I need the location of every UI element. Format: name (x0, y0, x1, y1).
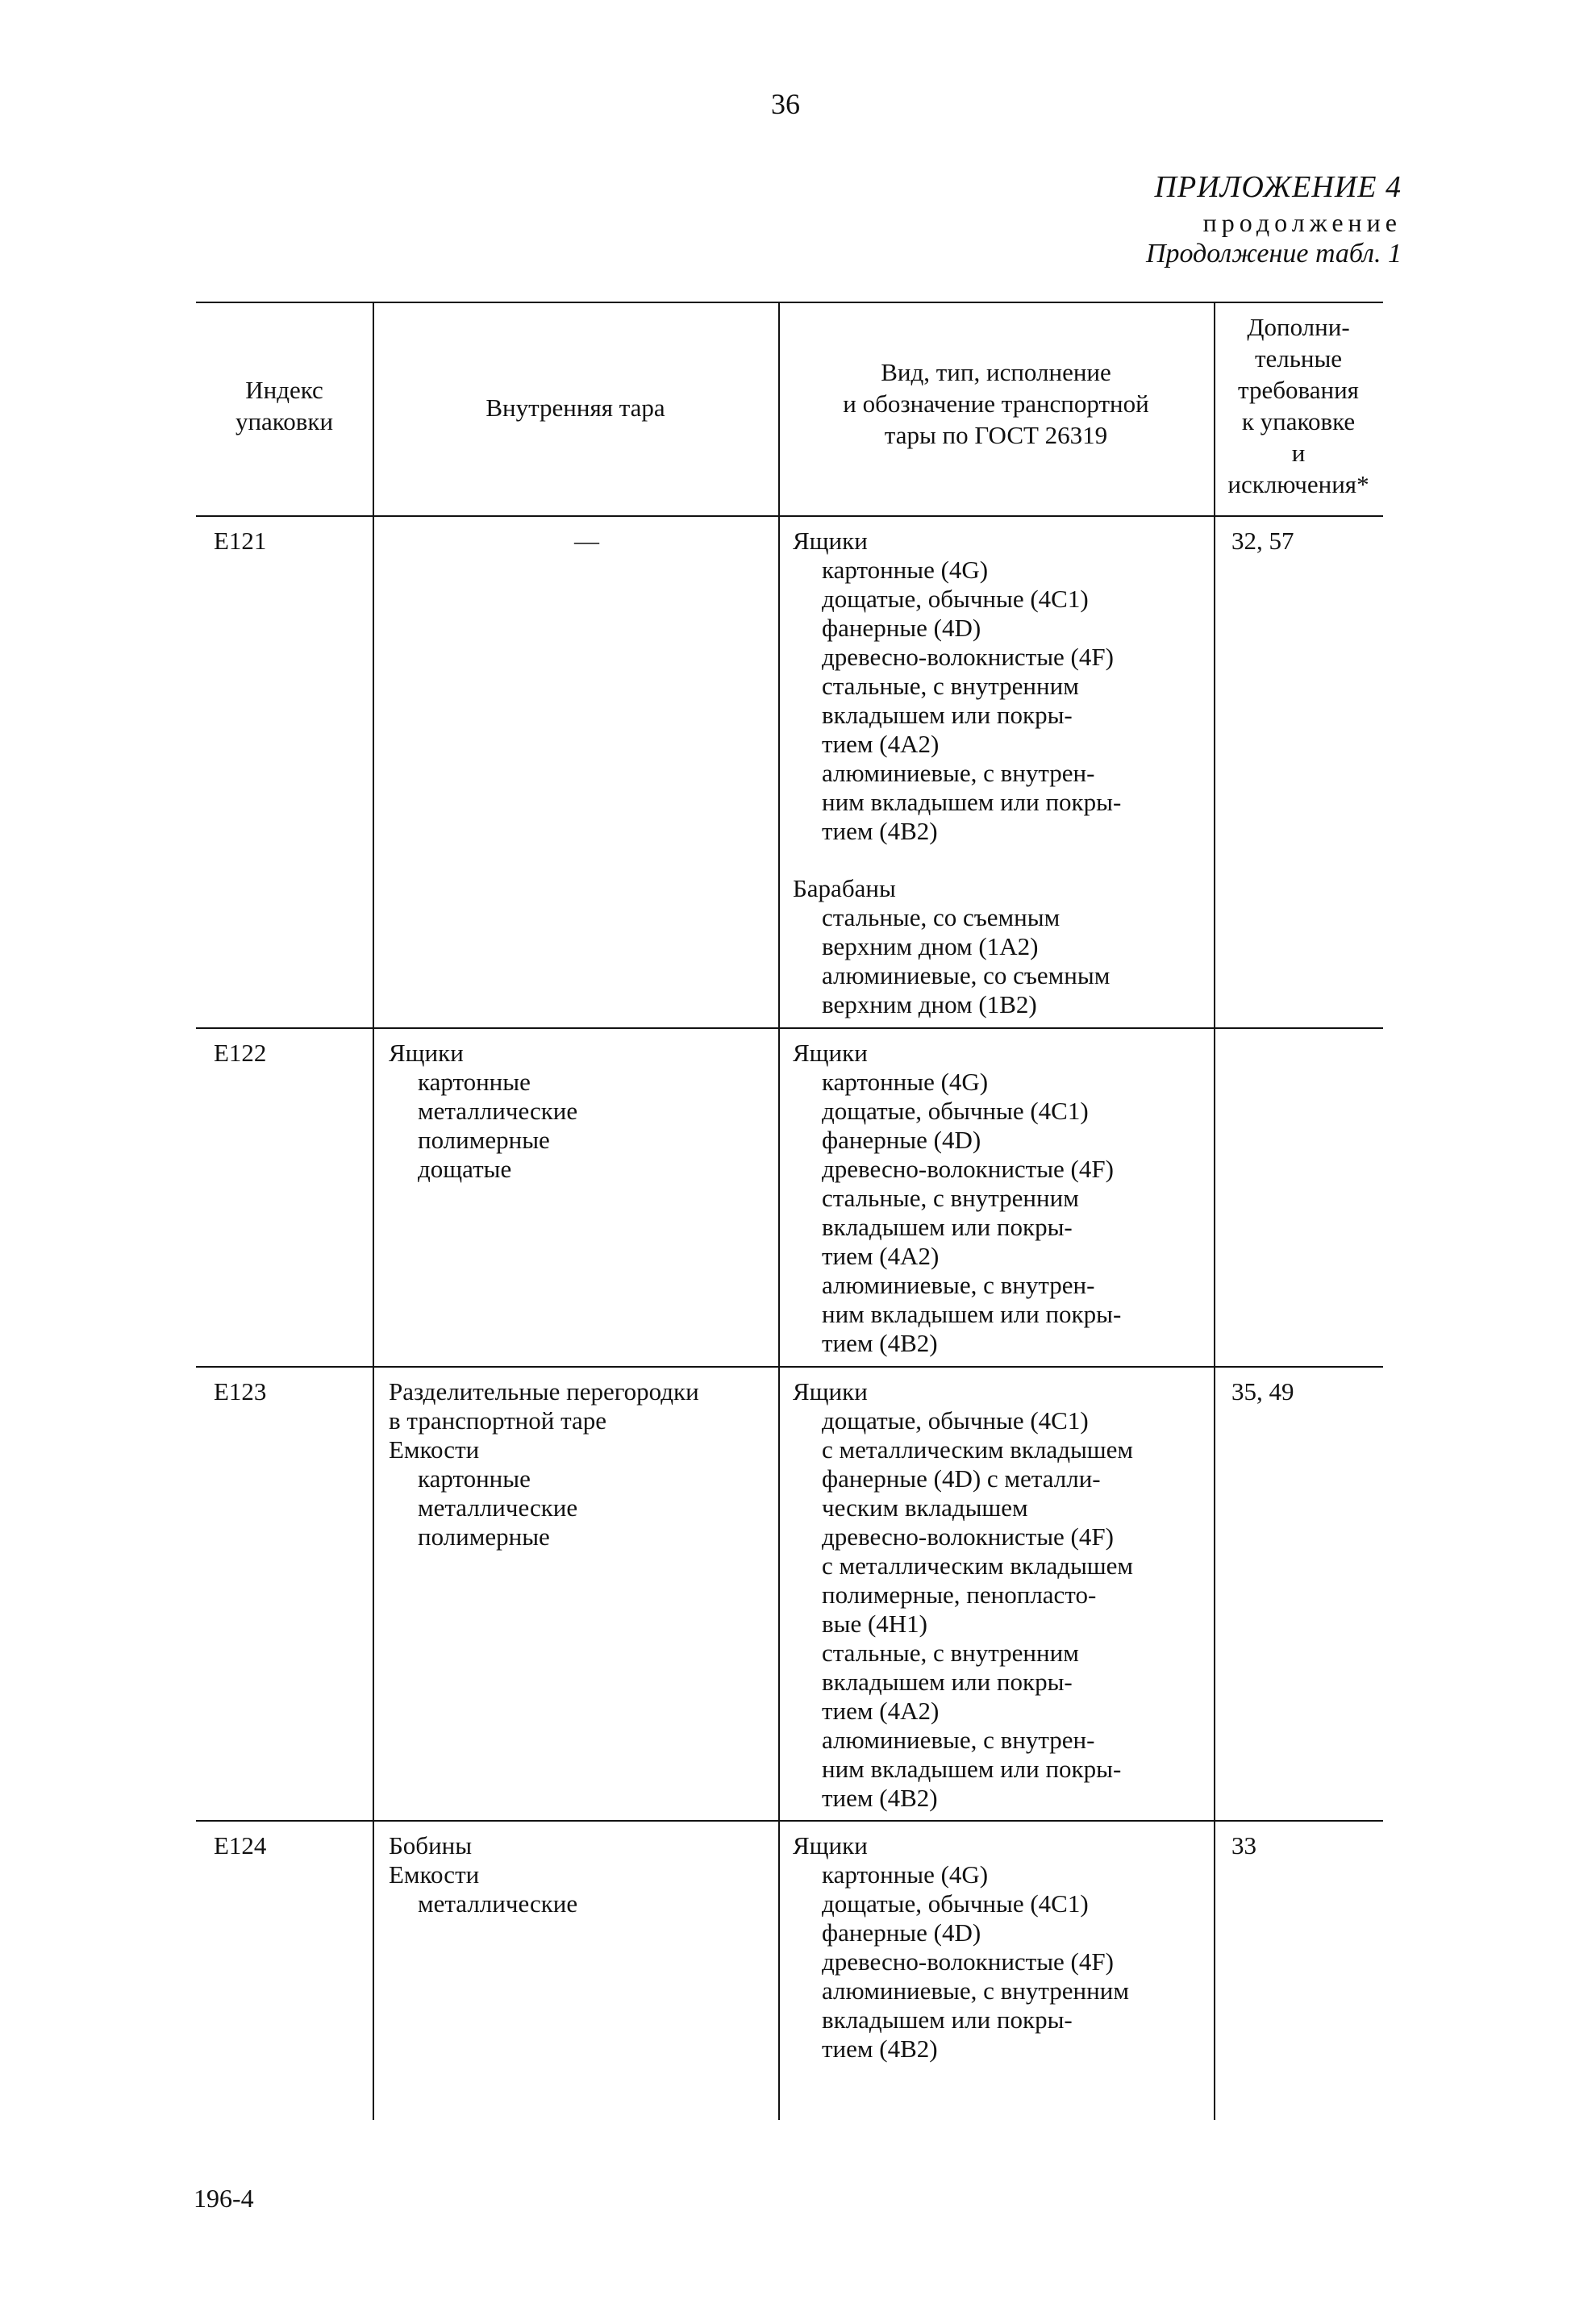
header-extra-requirements (1214, 311, 1383, 500)
column-rule (778, 302, 780, 2120)
transport-line: фанерные (4D) (822, 614, 981, 642)
transport-line: вкладышем или покры- (822, 701, 1073, 729)
row-index: Е124 (214, 1831, 267, 1860)
inner-packaging-line: металлические (418, 1097, 578, 1125)
transport-line: верхним дном (1А2) (822, 932, 1039, 960)
inner-packaging-line: — (574, 527, 599, 555)
header-line: требования (1238, 376, 1359, 404)
extra-requirements-cell: 32, 57 (1231, 527, 1294, 555)
transport-line: с металлическим вкладышем (822, 1435, 1134, 1464)
header-transport-packaging (778, 356, 1214, 451)
header-line: и обозначение транспортной (843, 389, 1149, 418)
transport-group (793, 1831, 1129, 2064)
transport-line: Барабаны (793, 874, 896, 902)
transport-line: дощатые, обычные (4С1) (822, 1097, 1089, 1125)
inner-packaging-line: металлические (418, 1493, 578, 1522)
transport-line: алюминиевые, с внутрен- (822, 1271, 1095, 1299)
transport-group (793, 527, 1121, 846)
transport-line: Ящики (793, 527, 868, 555)
transport-line: тием (4В2) (822, 1329, 938, 1357)
transport-line: дощатые, обычные (4С1) (822, 585, 1089, 613)
inner-packaging-line: Емкости (389, 1435, 480, 1464)
inner-packaging-line: картонные (418, 1068, 531, 1096)
transport-line: картонные (4G) (822, 1860, 989, 1889)
extra-requirements-cell: 33 (1231, 1831, 1256, 1860)
transport-line: дощатые, обычные (4С1) (822, 1889, 1089, 1918)
transport-line: древесно-волокнистые (4F) (822, 1947, 1114, 1976)
inner-packaging-cell (389, 527, 599, 556)
transport-line: стальные, со съемным (822, 903, 1061, 931)
table-continued-caption: Продолжение табл. 1 (1145, 239, 1402, 269)
appendix-title: ПРИЛОЖЕНИЕ 4 (1154, 170, 1402, 204)
transport-line: алюминиевые, с внутрен- (822, 1726, 1095, 1754)
transport-line: стальные, с внутренним (822, 672, 1079, 700)
inner-packaging-line: полимерные (418, 1522, 550, 1551)
inner-packaging-line: картонные (418, 1464, 531, 1493)
header-index (196, 374, 373, 437)
transport-line: тием (4В2) (822, 2035, 938, 2063)
transport-line: ческим вкладышем (822, 1493, 1028, 1522)
transport-group (793, 1039, 1121, 1358)
transport-group (793, 1377, 1133, 1813)
inner-packaging-line: Ящики (389, 1039, 464, 1067)
page-number: 36 (771, 88, 800, 120)
header-line: и (1291, 439, 1306, 467)
header-line: тары по ГОСТ 26319 (884, 421, 1108, 449)
transport-line: тием (4А2) (822, 730, 940, 758)
transport-line: вые (4Н1) (822, 1610, 928, 1638)
row-index: Е122 (214, 1039, 267, 1067)
inner-packaging-cell (389, 1831, 577, 1918)
transport-line: верхним дном (1В2) (822, 990, 1037, 1018)
header-line: Дополни- (1247, 313, 1350, 341)
transport-line: фанерные (4D) (822, 1918, 981, 1947)
transport-line: вкладышем или покры- (822, 1668, 1073, 1696)
transport-line: Ящики (793, 1831, 868, 1860)
transport-line: ним вкладышем или покры- (822, 1300, 1122, 1328)
transport-packaging-cell (793, 1831, 1129, 2064)
transport-line: стальные, с внутренним (822, 1184, 1079, 1212)
transport-line: древесно-волокнистые (4F) (822, 643, 1114, 671)
header-line: Внутренняя тара (485, 394, 665, 422)
transport-line: тием (4А2) (822, 1242, 940, 1270)
header-line: тельные (1254, 344, 1343, 373)
header-line: Вид, тип, исполнение (881, 358, 1111, 386)
inner-packaging-line: в транспортной таре (389, 1406, 607, 1435)
inner-packaging-line: металлические (418, 1889, 578, 1918)
header-line: к упаковке (1241, 407, 1356, 435)
transport-line: древесно-волокнистые (4F) (822, 1522, 1114, 1551)
appendix-continued: продолжение (1202, 208, 1402, 237)
transport-line: ним вкладышем или покры- (822, 788, 1122, 816)
transport-packaging-cell (793, 1039, 1121, 1358)
transport-packaging-cell (793, 1377, 1133, 1813)
inner-packaging-line: дощатые (418, 1155, 512, 1183)
inner-packaging-cell (389, 1039, 577, 1184)
transport-line: вкладышем или покры- (822, 1213, 1073, 1241)
transport-group (793, 874, 1121, 1019)
row-index: Е121 (214, 527, 267, 555)
transport-line: Ящики (793, 1377, 868, 1406)
inner-packaging-line: Емкости (389, 1860, 480, 1889)
transport-line: дощатые, обычные (4С1) (822, 1406, 1089, 1435)
transport-line: алюминиевые, со съемным (822, 961, 1111, 989)
transport-line: полимерные, пенопласто- (822, 1581, 1097, 1609)
header-line: Индекс (245, 376, 323, 404)
transport-line: тием (4В2) (822, 1784, 938, 1812)
transport-line: с металлическим вкладышем (822, 1551, 1134, 1580)
transport-line: фанерные (4D) (822, 1126, 981, 1154)
inner-packaging-cell (389, 1377, 699, 1551)
header-line: исключения* (1227, 470, 1369, 498)
extra-requirements-cell: 35, 49 (1231, 1377, 1294, 1406)
transport-line: Ящики (793, 1039, 868, 1067)
transport-line: фанерные (4D) с металли- (822, 1464, 1101, 1493)
transport-line: ним вкладышем или покры- (822, 1755, 1122, 1783)
footer-code: 196-4 (194, 2184, 254, 2213)
transport-line: картонные (4G) (822, 1068, 989, 1096)
inner-packaging-line: Бобины (389, 1831, 473, 1860)
transport-line: алюминиевые, с внутрен- (822, 759, 1095, 787)
transport-packaging-cell (793, 527, 1121, 1019)
transport-line: стальные, с внутренним (822, 1639, 1079, 1667)
transport-line: тием (4А2) (822, 1697, 940, 1725)
header-line: упаковки (235, 407, 334, 435)
header-inner-packaging (373, 392, 778, 423)
transport-line: тием (4В2) (822, 817, 938, 845)
transport-line: древесно-волокнистые (4F) (822, 1155, 1114, 1183)
transport-line: вкладышем или покры- (822, 2005, 1073, 2034)
transport-line: алюминиевые, с внутренним (822, 1976, 1129, 2005)
inner-packaging-line: полимерные (418, 1126, 550, 1154)
transport-line: картонные (4G) (822, 556, 989, 584)
column-rule (1214, 302, 1215, 2120)
column-rule (373, 302, 374, 2120)
inner-packaging-line: Разделительные перегородки (389, 1377, 699, 1406)
row-index: Е123 (214, 1377, 267, 1406)
